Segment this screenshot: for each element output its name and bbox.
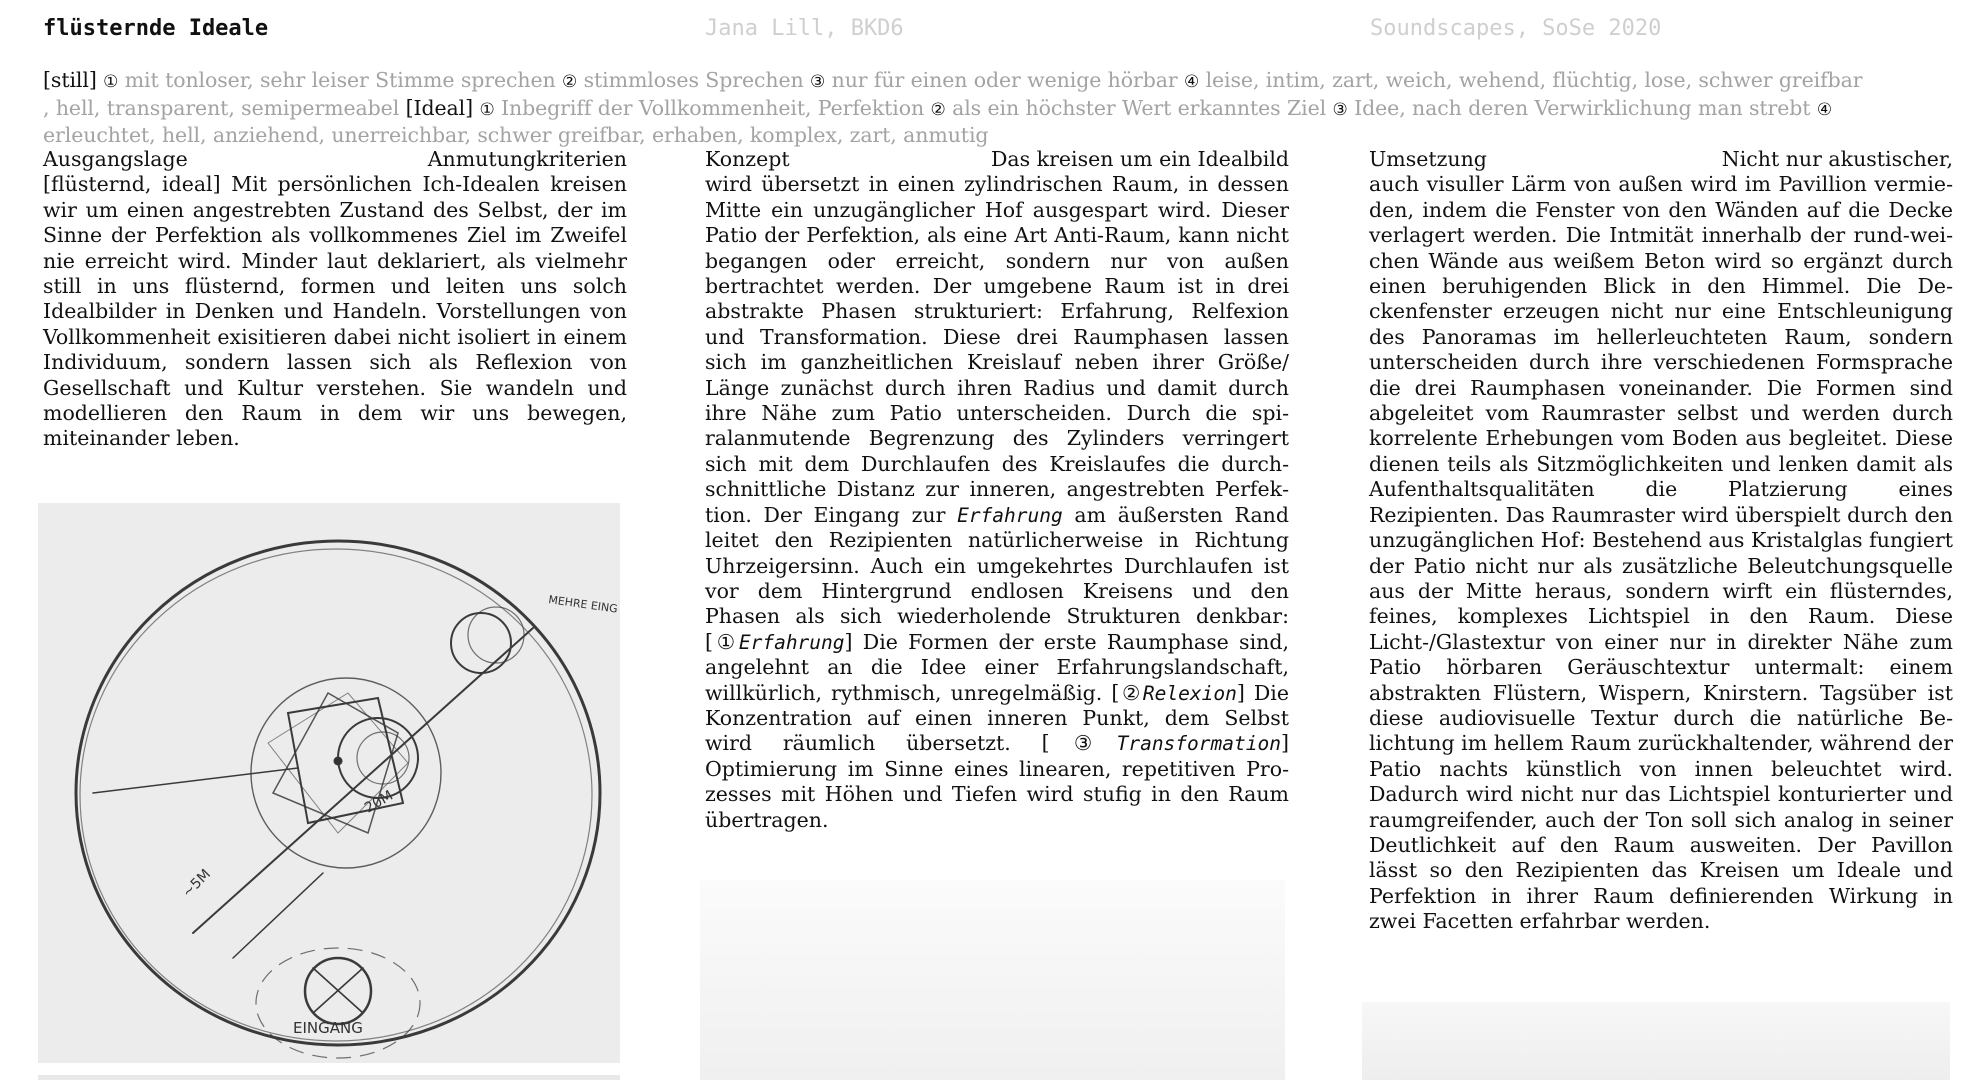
number-4-icon: ④ xyxy=(1816,99,1832,120)
sketch-paper xyxy=(38,503,620,1063)
column-umsetzung xyxy=(1369,147,1953,935)
phase-term-3: Transformation xyxy=(1116,732,1281,756)
definition-still-4: leise, intim, zart, weich, wehend, flüchtig, lose, schwer greifbar xyxy=(1205,68,1863,92)
number-2-icon: ② xyxy=(562,72,578,92)
number-1-icon: ① xyxy=(103,72,119,92)
section-heading-anmutungkriterien: Anmutungkriterien xyxy=(427,147,627,171)
phase-bracket-2: [② xyxy=(1111,680,1143,705)
radius-label-small: ~5M xyxy=(179,866,214,901)
center-point xyxy=(334,757,342,765)
course-label: Soundscapes, SoSe 2020 xyxy=(1370,16,1662,41)
entrance-label: EINGANG xyxy=(293,1019,363,1037)
konzept-text-2: am äußersten Rand leitet den Rezipienten natürlicherweise in Richtung Uhrzeigersinn. Auch ein umgekehrtes Durchlaufen ist vor dem Hintergrund endlosen Kreisens und den Phasen als sich wiederholende Strukturen denkbar: xyxy=(705,502,1289,629)
number-3-icon: ③ xyxy=(1332,99,1348,120)
column-heading-row xyxy=(43,147,627,172)
page-title: flüsternde Ideale xyxy=(43,16,269,41)
number-1-icon: ① xyxy=(479,99,495,120)
definitions-block xyxy=(43,68,1948,149)
column-heading-row xyxy=(1369,147,1953,172)
column-konzept xyxy=(705,147,1289,833)
number-3-icon: ③ xyxy=(810,72,826,92)
image-strip xyxy=(38,1075,620,1080)
radius-label-large: 20M xyxy=(362,787,396,817)
section-lead-konzept: Das kreisen um ein Idealbild xyxy=(990,147,1289,171)
definition-ideal-1: Inbegriff der Vollkommenheit, Perfektion xyxy=(501,95,925,120)
konzept-text-4: ] Die Konzentration auf einen inneren Punkt, dem Selbst wird räumlich übersetzt. xyxy=(705,680,1289,756)
author-label: Jana Lill, BKD6 xyxy=(705,16,904,41)
section-lead-umsetzung: Nicht nur akustischer, xyxy=(1721,147,1953,171)
definition-still-5: , hell, transparent, semipermeabel xyxy=(43,95,400,120)
section-heading-ausgangslage: Ausgangslage xyxy=(43,147,188,171)
definition-ideal-2: als ein höchster Wert erkanntes Ziel xyxy=(952,95,1327,120)
concept-sketch-image xyxy=(38,503,620,1063)
faint-image-placeholder xyxy=(700,880,1285,1080)
column-ausgangslage xyxy=(43,147,627,452)
phase-term-erfahrung: Erfahrung xyxy=(957,503,1063,527)
section-heading-umsetzung: Umsetzung xyxy=(1369,147,1487,171)
phase-term-2: Relexion xyxy=(1142,681,1237,705)
definition-term-still: [still] xyxy=(43,68,97,92)
definition-term-ideal: [Ideal] xyxy=(405,95,474,120)
concept-sketch-drawing xyxy=(38,503,620,1063)
definition-ideal-4: erleuchtet, hell, anziehend, unerreichbar, schwer greifbar, erhaben, komplex, zart, anmutig xyxy=(43,123,989,147)
konzept-text-3: ] Die Formen der erste Raumphase sind, angelehnt an die Idee einer Erfahrungslandschaft, willkürlich, rythmisch, unregelmäßig. xyxy=(705,629,1289,705)
definition-still-3: nur für einen oder wenige hörbar xyxy=(831,68,1178,92)
phase-term-1: Erfahrung xyxy=(738,630,845,654)
paragraph-konzept xyxy=(705,172,1289,833)
definition-still-1: mit tonloser, sehr leiser Stimme sprechen xyxy=(124,68,556,92)
paragraph-umsetzung: auch visuller Lärm von außen wird im Pavillion vermieden, indem die Fenster von den Wänden auf die Decke verlagert werden. Die Intmität innerhalb der rund-weichen Wände aus weißem Beton wird so ergänzt durch einen beruhigenden Blick in den Himmel. Die Deckenfenster erzeugen nicht nur eine Entschleunigung des Panoramas im hellerleuchteten Raum, sondern unterscheiden durch ihre verschiedenen Formsprache die drei Raumphasen voneinander. Die Formen sind abgeleitet vom Raumraster selbst und werden durch korrelente Erhebungen vom Boden aus begleitet. Diese dienen teils als Sitzmöglichkeiten und lenken damit als Aufenthaltsqualitäten die Platzierung eines Rezipienten. Das Raumraster wird überspielt durch den unzugänglichen Hof: Bestehend aus Kristalglas fungiert der Patio nicht nur als zusätzliche Beleutchungsquelle aus der Mitte heraus, sondern wirft ein flüsterndes, feines, komplexes Lichtspiel in den Raum. Diese Licht-/Glastextur von einer nur in direkter Nähe zum Patio hörbaren Geräuschtextur untermalt: einem abstrakten Flüstern, Wispern, Knirstern. Tagsüber ist diese audiovisuelle Textur durch die natürliche Belichtung im hellem Raum zurückhaltender, während der Patio nachts künstlich von innen beleuchtet wird. Dadurch wird nicht nur das Lichtspiel konturierter und raumgreifender, auch der Ton soll sich analog in seiner Deutlichkeit auf den Raum ausweiten. Der Pavillon lässt so den Rezipienten das Kreisen um Ideale und Perfektion in ihrer Raum definierenden Wirkung in zwei Facetten erfahrbar werden. xyxy=(1369,172,1953,934)
phase-bracket-1: [① xyxy=(705,629,739,654)
konzept-text-5: ] Optimierung im Sinne eines linearen, repetitiven Prozesses mit Höhen und Tiefen wird stufig in den Raum übertragen. xyxy=(705,731,1289,832)
section-heading-konzept: Konzept xyxy=(705,147,790,171)
number-4-icon: ④ xyxy=(1184,72,1200,92)
faint-image-placeholder-2 xyxy=(1362,1002,1950,1080)
column-heading-row xyxy=(705,147,1289,172)
paragraph-ausgangslage: [flüsternd, ideal] Mit persönlichen Ich-Idealen kreisen wir um einen angestrebten Zustand des Selbst, der im Sinne der Perfektion als vollkommenes Ziel im Zweifel nie erreicht wird. Minder laut deklariert, als vielmehr still in uns flüsternd, formen und leiten uns solch Idealbilder in Denken und Handeln. Vorstellungen von Vollkommenheit exisitieren dabei nicht isoliert in einem Individuum, sondern lassen sich als Reflexion von Gesellschaft und Kultur verstehen. Sie wandeln und modellieren den Raum in dem wir uns bewegen, miteinander leben. xyxy=(43,172,627,451)
phase-bracket-3: [③ xyxy=(1041,731,1117,756)
definition-still-2: stimmloses Sprechen xyxy=(583,68,804,92)
number-2-icon: ② xyxy=(930,99,946,120)
definition-ideal-3: Idee, nach deren Verwirklichung man strebt xyxy=(1354,95,1811,120)
noise-label: MEHRE EING xyxy=(547,593,619,616)
konzept-text-1: wird übersetzt in einen zylindrischen Raum, in dessen Mitte ein unzugänglicher Hof ausgespart wird. Dieser Patio der Perfektion, als eine Art Anti-Raum, kann nicht begangen oder erreicht, sondern nur von außen bertrachtet werden. Der umgebene Raum ist in drei abstrakte Phasen strukturiert: Erfahrung, Relfexion und Transformation. Diese drei Raumphasen lassen sich im ganzheitlichen Kreislauf neben ihrer Größe/ Länge zunächst durch ihren Radius und damit durch ihre Nähe zum Patio unterscheiden. Durch die spiralanmutende Begrenzung des Zylinders verringert sich mit dem Durchlaufen des Kreislaufes die durchschnittliche Distanz zur inneren, angestrebten Perfektion. Der Eingang zur xyxy=(705,172,1289,527)
